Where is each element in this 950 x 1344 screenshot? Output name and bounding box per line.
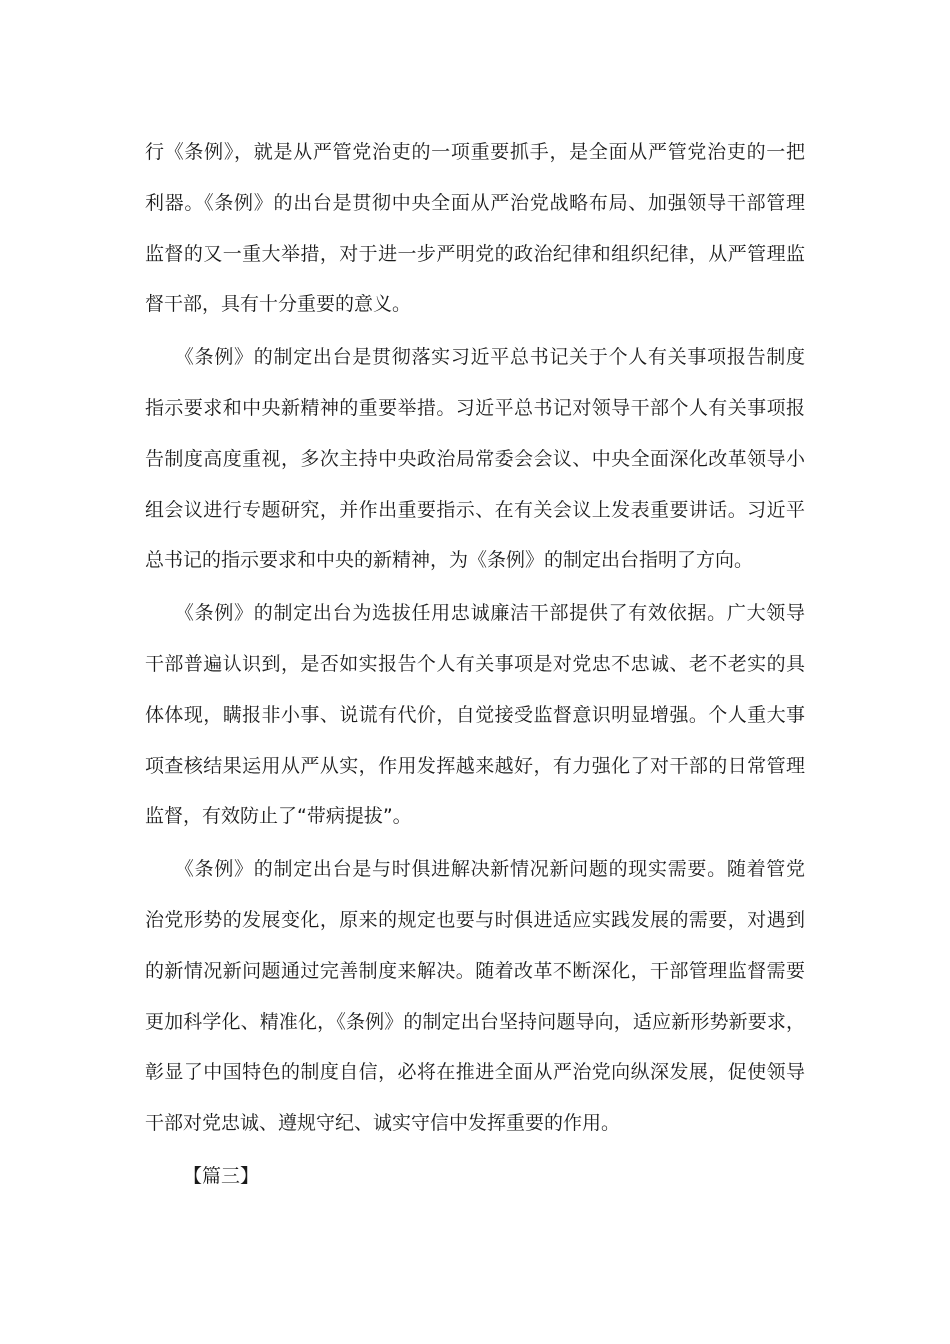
paragraph-line: 干部对党忠诚、遵规守纪、诚实守信中发挥重要的作用。 (145, 1112, 621, 1135)
paragraph-4 (145, 844, 805, 1149)
paragraph-line: 总书记的指示要求和中央的新精神，为《条例》的制定出台指明了方向。 (145, 549, 754, 572)
paragraph-line: 干部普遍认识到，是否如实报告个人有关事项是对党忠不忠诚、老不老实的具 (145, 652, 805, 675)
paragraph-line: 《条例》的制定出台是贯彻落实习近平总书记关于个人有关事项报告制度 (145, 346, 805, 369)
paragraph-line: 体体现，瞒报非小事、说谎有代价，自觉接受监督意识明显增强。个人重大事 (145, 703, 805, 726)
paragraph-line: 督干部，具有十分重要的意义。 (145, 293, 412, 316)
paragraph-line: 监督，有效防止了“带病提拔”。 (145, 805, 412, 828)
paragraph-2 (145, 332, 805, 586)
paragraph-line: 更加科学化、精准化，《条例》的制定出台坚持问题导向，适应新形势新要求， (145, 1010, 805, 1033)
paragraph-line: 监督的又一重大举措，对于进一步严明党的政治纪律和组织纪律，从严管理监 (145, 242, 805, 265)
paragraph-line: 项查核结果运用从严从实，作用发挥越来越好，有力强化了对干部的日常管理 (145, 754, 805, 777)
paragraph-line: 《条例》的制定出台是与时俱进解决新情况新问题的现实需要。随着管党 (145, 858, 805, 881)
paragraph-line: 组会议进行专题研究，并作出重要指示、在有关会议上发表重要讲话。习近平 (145, 498, 805, 521)
paragraph-line: 《条例》的制定出台为选拔任用忠诚廉洁干部提供了有效依据。广大领导 (145, 602, 805, 625)
paragraph-line: 治党形势的发展变化，原来的规定也要与时俱进适应实践发展的需要，对遇到 (145, 908, 805, 931)
section-heading-text: 【篇三】 (183, 1164, 260, 1187)
paragraph-line: 告制度高度重视，多次主持中央政治局常委会会议、中央全面深化改革领导小 (145, 447, 805, 470)
paragraph-line: 指示要求和中央新精神的重要举措。习近平总书记对领导干部个人有关事项报 (145, 396, 805, 419)
paragraph-1 (145, 127, 805, 330)
paragraph-line: 的新情况新问题通过完善制度来解决。随着改革不断深化，干部管理监督需要 (145, 959, 805, 982)
paragraph-line: 行《条例》，就是从严管党治吏的一项重要抓手，是全面从严管党治吏的一把 (145, 141, 805, 163)
paragraph-line: 彰显了中国特色的制度自信，必将在推进全面从严治党向纵深发展，促使领导 (145, 1061, 805, 1084)
section-heading (145, 1151, 805, 1202)
paragraph-3 (145, 588, 805, 842)
document-body (145, 127, 805, 1202)
paragraph-line: 利器。《条例》的出台是贯彻中央全面从严治党战略布局、加强领导干部管理 (145, 191, 805, 214)
